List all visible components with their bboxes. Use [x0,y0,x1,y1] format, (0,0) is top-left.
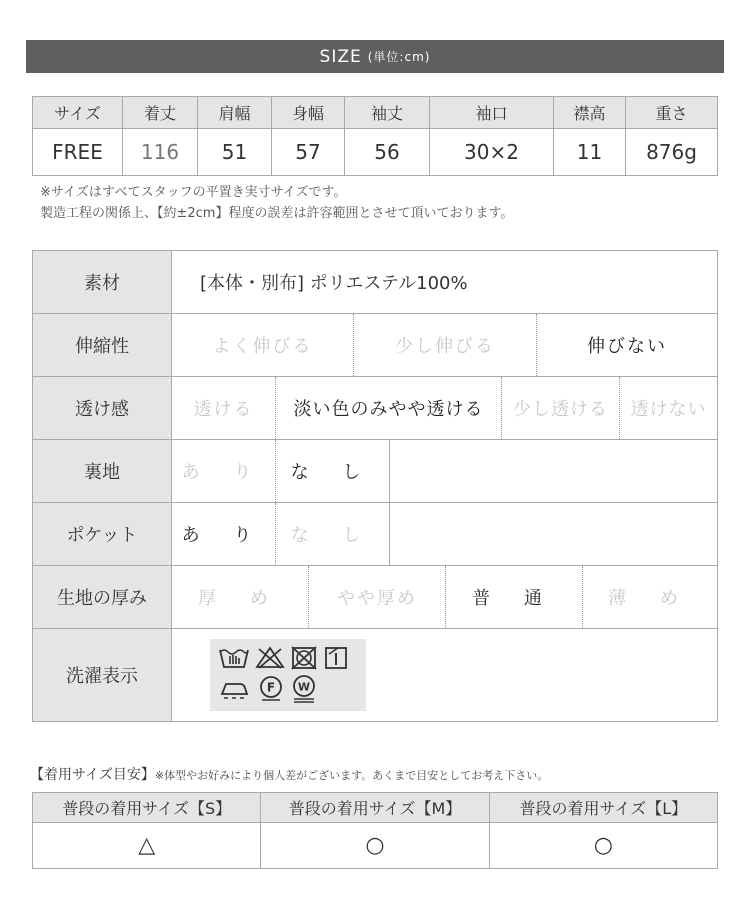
hand-wash-icon [218,646,250,670]
size-table [32,96,718,176]
spec-row-thickness [33,566,718,629]
no-bleach-icon [255,646,285,670]
thickness-options [172,566,717,628]
size-table-value-row [33,129,718,176]
sheer-option: 少し透ける [502,377,620,439]
size-header-cell: 袖口 [430,97,554,129]
spec-row-pocket [33,503,718,566]
fit-header-cell: 普段の着用サイズ【S】 [33,793,261,823]
svg-text:W: W [297,680,311,694]
size-title: SIZE [319,46,362,67]
pocket-option: な し [276,503,390,565]
fit-title: 【着用サイズ目安】 [30,767,155,783]
low-iron-icon [218,676,252,702]
fit-header-row [33,793,718,823]
stretch-options [172,314,717,376]
size-note-line: 製造工程の関係上、【約±2cm】程度の誤差は許容範囲とさせて頂いております。 [40,206,514,221]
fit-value-cell: △ [33,823,261,869]
size-section-header [26,40,724,73]
spec-row-material [33,251,718,314]
stretch-option-selected: 伸びない [587,336,667,357]
stretch-option: よく伸びる [172,314,354,376]
fit-section-title [30,764,548,784]
spec-table [32,250,718,722]
spec-row-lining [33,440,718,503]
size-value-cell: 876g [626,129,718,176]
size-header-cell: 襟高 [554,97,626,129]
sheer-options [172,377,717,439]
spec-label: 伸縮性 [33,314,172,377]
spec-label: 素材 [33,251,172,314]
lining-option-selected: な し [276,440,390,502]
thickness-option: 厚 め [172,566,309,628]
lining-empty [390,440,717,502]
sheer-option-selected: 淡い色のみやや透ける [276,377,502,439]
pocket-options [172,503,717,565]
size-header-cell: 袖丈 [345,97,430,129]
sheer-option: 透けない [630,399,707,420]
size-value-cell: FREE [33,129,123,176]
size-value-cell: 116 [123,129,198,176]
fit-value-cell: ○ [489,823,717,869]
size-header-cell: サイズ [33,97,123,129]
size-header-cell: 重さ [626,97,718,129]
pocket-option-selected: あ り [172,503,276,565]
dry-clean-f-icon [257,675,285,703]
care-symbols [210,639,366,711]
spec-label: 生地の厚み [33,566,172,629]
fit-value-cell: ○ [261,823,489,869]
thickness-option-selected: 普 通 [446,566,583,628]
lining-option: あ り [172,440,276,502]
pocket-empty [390,503,717,565]
sheer-option: 透ける [172,377,276,439]
wet-clean-w-icon [290,674,318,704]
size-header-cell: 着丈 [123,97,198,129]
size-value-cell: 56 [345,129,430,176]
thickness-option: 薄 め [608,588,692,609]
stretch-option: 少し伸びる [354,314,537,376]
size-note-line: ※サイズはすべてスタッフの平置き実寸サイズです。 [40,185,347,200]
no-tumble-dry-icon [290,646,318,670]
fit-header-cell: 普段の着用サイズ【L】 [489,793,717,823]
size-header-cell: 身幅 [272,97,345,129]
fit-value-row [33,823,718,869]
size-value-cell: 57 [272,129,345,176]
size-value-cell: 11 [554,129,626,176]
spec-label: 洗濯表示 [33,629,172,722]
lining-options [172,440,717,502]
fit-header-cell: 普段の着用サイズ【M】 [261,793,489,823]
material-value: [本体・別布] ポリエステル100% [200,273,468,294]
size-value-cell: 51 [198,129,272,176]
spec-label: 裏地 [33,440,172,503]
spec-row-care [33,629,718,722]
spec-label: 透け感 [33,377,172,440]
size-unit: (単位:cm) [367,50,431,64]
line-dry-icon [323,646,349,670]
size-table-header-row [33,97,718,129]
size-value-cell: 30×2 [430,129,554,176]
fit-note: ※体型やお好みにより個人差がございます。あくまで目安としてお考え下さい。 [154,769,549,782]
spec-row-sheer [33,377,718,440]
size-notes [40,182,513,224]
svg-text:F: F [266,680,276,695]
spec-label: ポケット [33,503,172,566]
size-header-cell: 肩幅 [198,97,272,129]
fit-table [32,792,718,869]
spec-row-stretch [33,314,718,377]
thickness-option: やや厚め [309,566,446,628]
